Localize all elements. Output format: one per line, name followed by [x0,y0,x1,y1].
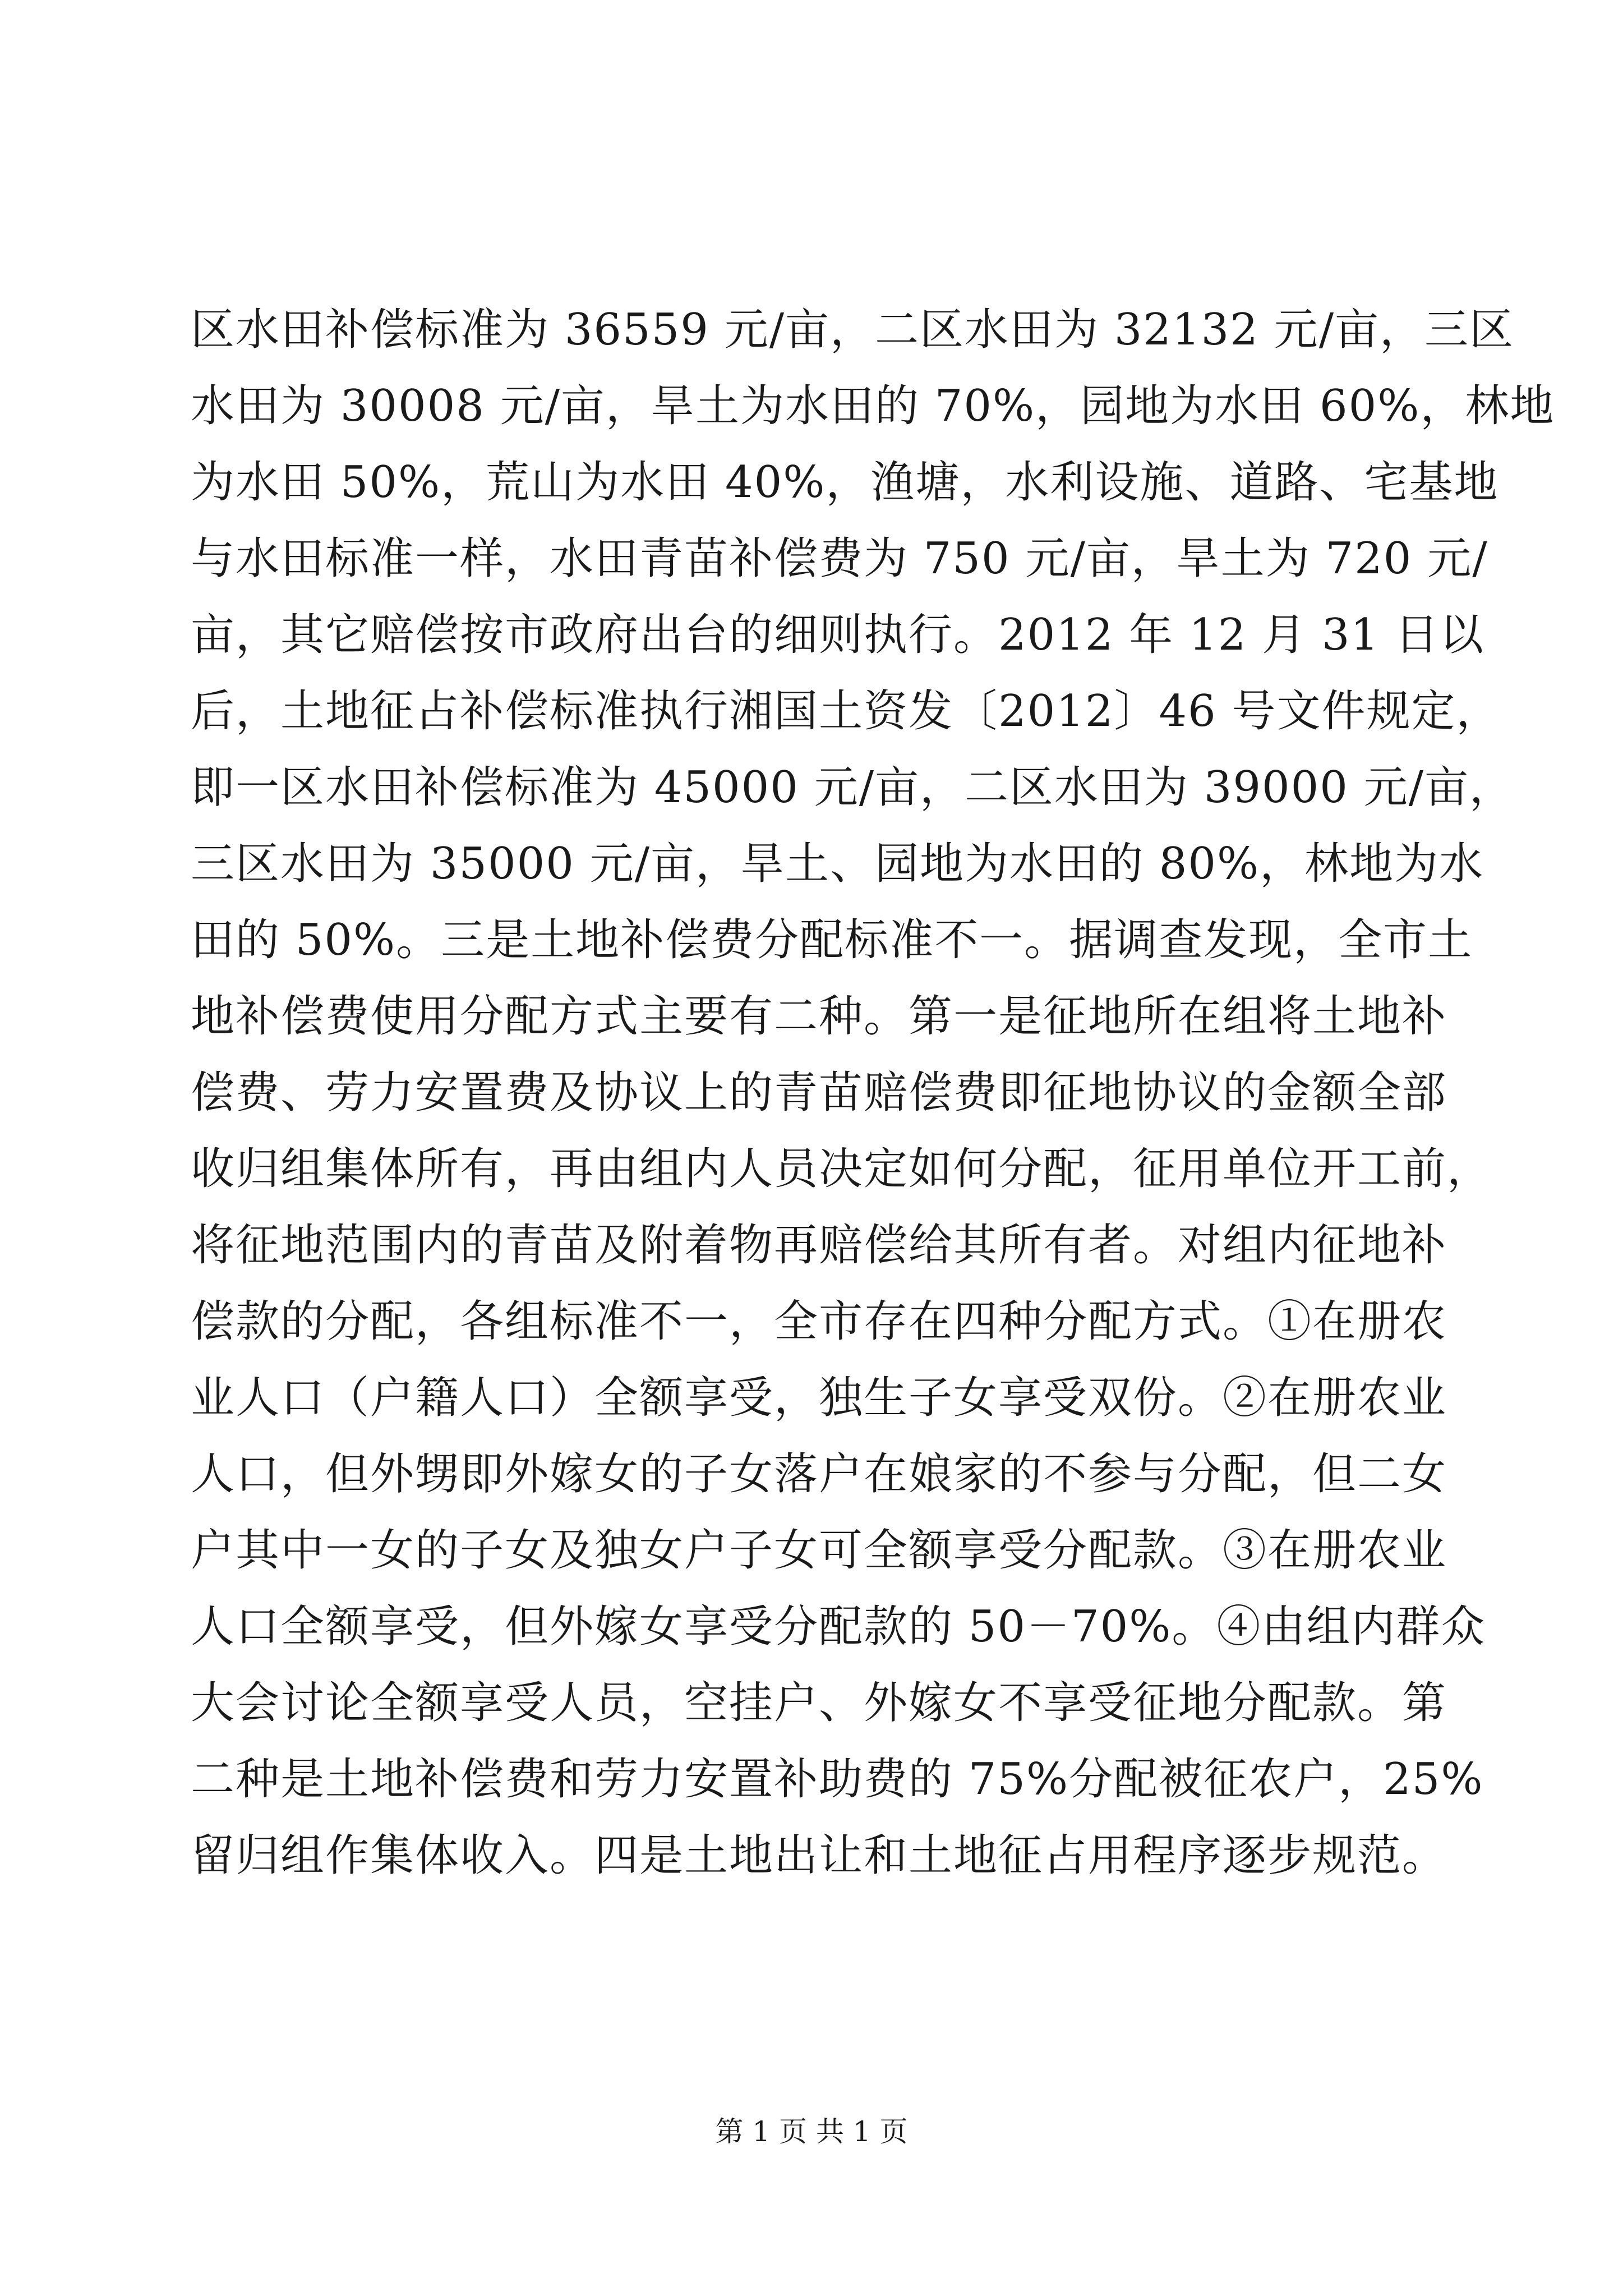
text-line: 将征地范围内的青苗及附着物再赔偿给其所有者。对组内征地补 [191,1220,1447,1271]
text-line: 户其中一女的子女及独女户子女可全额享受分配款。③在册农业 [191,1525,1447,1576]
text-line: 偿费、劳力安置费及协议上的青苗赔偿费即征地协议的金额全部 [191,1068,1447,1118]
text-line: 地补偿费使用分配方式主要有二种。第一是征地所在组将土地补 [191,991,1447,1042]
text-line: 人口全额享受，但外嫁女享受分配款的 50－70%。④由组内群众 [191,1602,1486,1652]
text-line: 与水田标准一样，水田青苗补偿费为 750 元/亩，旱土为 720 元/ [191,533,1488,584]
text-line: 三区水田为 35000 元/亩，旱土、园地为水田的 80%，林地为水 [191,839,1484,889]
page-number-label: 第 1 页 共 1 页 [715,2115,908,2148]
text-line: 后，土地征占补偿标准执行湘国土资发〔2012〕46 号文件规定， [191,686,1501,737]
text-line: 即一区水田补偿标准为 45000 元/亩，二区水田为 39000 元/亩， [191,762,1514,813]
text-line: 大会讨论全额享受人员，空挂户、外嫁女不享受征地分配款。第 [191,1678,1447,1728]
text-line: 为水田 50%，荒山为水田 40%，渔塘，水利设施、道路、宅基地 [191,457,1499,508]
text-line: 亩，其它赔偿按市政府出台的细则执行。2012 年 12 月 31 日以 [191,610,1484,660]
text-line: 收归组集体所有，再由组内人员决定如何分配，征用单位开工前， [191,1144,1492,1194]
text-line: 留归组作集体收入。四是土地出让和土地征占用程序逐步规范。 [191,1830,1447,1881]
text-line: 水田为 30008 元/亩，旱土为水田的 70%，园地为水田 60%，林地 [191,381,1555,431]
text-line: 偿款的分配，各组标准不一，全市存在四种分配方式。①在册农 [191,1296,1447,1347]
page-footer [0,2109,1623,2150]
text-line: 田的 50%。三是土地补偿费分配标准不一。据调查发现，全市土 [191,915,1473,965]
text-line: 区水田补偿标准为 36559 元/亩，二区水田为 32132 元/亩，三区 [191,305,1514,355]
text-line: 人口，但外甥即外嫁女的子女落户在娘家的不参与分配，但二女 [191,1449,1447,1499]
body-paragraph [191,292,1555,1894]
text-line: 业人口（户籍人口）全额享受，独生子女享受双份。②在册农业 [191,1373,1447,1423]
text-line: 二种是土地补偿费和劳力安置补助费的 75%分配被征农户，25% [191,1754,1484,1805]
